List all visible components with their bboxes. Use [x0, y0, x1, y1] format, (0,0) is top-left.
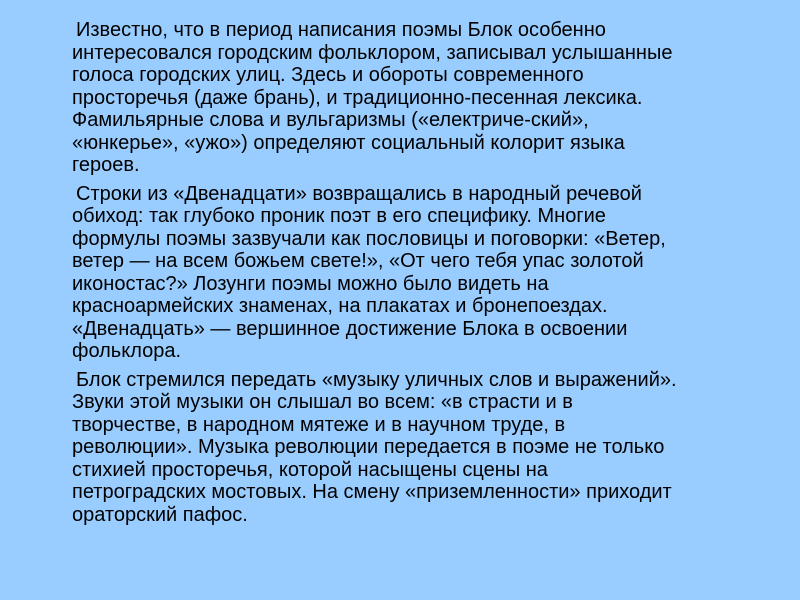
- paragraph-music: Блок стремился передать «музыку уличных слов и выражений». Звуки этой музыки он слышал во всем: «в страсти и в творчестве, в народном мятеже и в научном труде, в революции». Музыка революции передается в поэме не только стихией просторечья, которой насыщены сцены на петроградских мостовых. На смену «приземленности» приходит ораторский пафос.: [72, 368, 677, 526]
- paragraph-folklore: Известно, что в период написания поэмы Блок особенно интересовался городским фольклором, записывал услышанные голоса городских улиц. Здесь и обороты современного просторечья (даже брань), и традиционно-песенная лексика. Фамильярные слова и вульгаризмы («електриче-ский», «юнкерье», «ужо») определяют социальный колорит языка героев.: [72, 19, 673, 176]
- paragraph-proverbs: Строки из «Двенадцати» возвращались в народный речевой обиход: так глубоко проник поэт в его специфику. Многие формулы поэмы зазвучали как пословицы и поговорки: «Ветер, ветер — на всем божьем свете!», «От чего тебя упас золотой иконостас?» Лозунги поэмы можно было видеть на красноармейских знаменах, на плакатах и бронепоездах. «Двенадцать» — вершинное достижение Блока в освоении фольклора.: [72, 182, 666, 362]
- slide-text-body: [72, 19, 762, 532]
